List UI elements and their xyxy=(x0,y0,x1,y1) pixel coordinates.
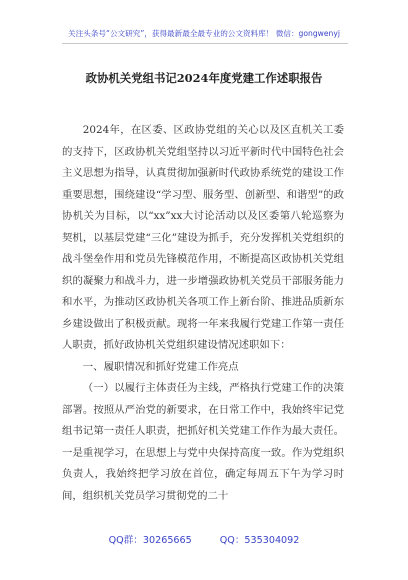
body-paragraph-subsection: （一）以履行主体责任为主线，严格执行党建工作的决策部署。按照从严治党的新要求，在日常工作中，我始终牢记党组书记第一责任人职责，把抓好机关党建工作作为最大责任。一是重视学习，在思想上与党中央保持高度一致。作为党组织负责人，我始终把学习放在首位，确定每周五下午为学习时间，组织机关党员学习贯彻党的二十 xyxy=(62,382,344,502)
body-paragraph-intro: 2024年，在区委、区政协党组的关心以及区直机关工委的支持下，区政协机关党组坚持以习近平新时代中国特色社会主义思想为指导，认真贯彻加强新时代政协系统党的建设工作重要思想，围绕建设“学习型、服务型、创新型、和谐型”的政协机关为目标，以“xx”xx大讨论活动以及区委第八轮巡察为契机，以基层党建“三化”建设为抓手，充分发挥机关党组织的战斗堡垒作用和党员先锋模范作用，不断提高区政协机关党组织的凝聚力和战斗力，进一步增强政协机关党员干部服务能力和水平，为推动区政协机关各项工作上新台阶、推进品质新东乡建设做出了积极贡献。现将一年来我履行党建工作第一责任人职责，抓好政协机关党组织建设情况述职如下： xyxy=(62,124,344,351)
header-divider xyxy=(62,43,348,44)
section-heading: 一、履职情况和抓好党建工作亮点 xyxy=(82,360,239,373)
header-banner: 关注头条号“公文研究”，获得最新最全最专业的公文资料库！ 微信：gongwenyj xyxy=(68,29,340,38)
document-body xyxy=(62,120,344,507)
footer-contact xyxy=(0,532,408,546)
footer-qq-number: QQ：535304092 xyxy=(219,535,300,546)
footer-qq-group: QQ群：30265665 xyxy=(108,535,192,546)
document-title: 政协机关党组书记2024年度党建工作述职报告 xyxy=(85,71,323,85)
